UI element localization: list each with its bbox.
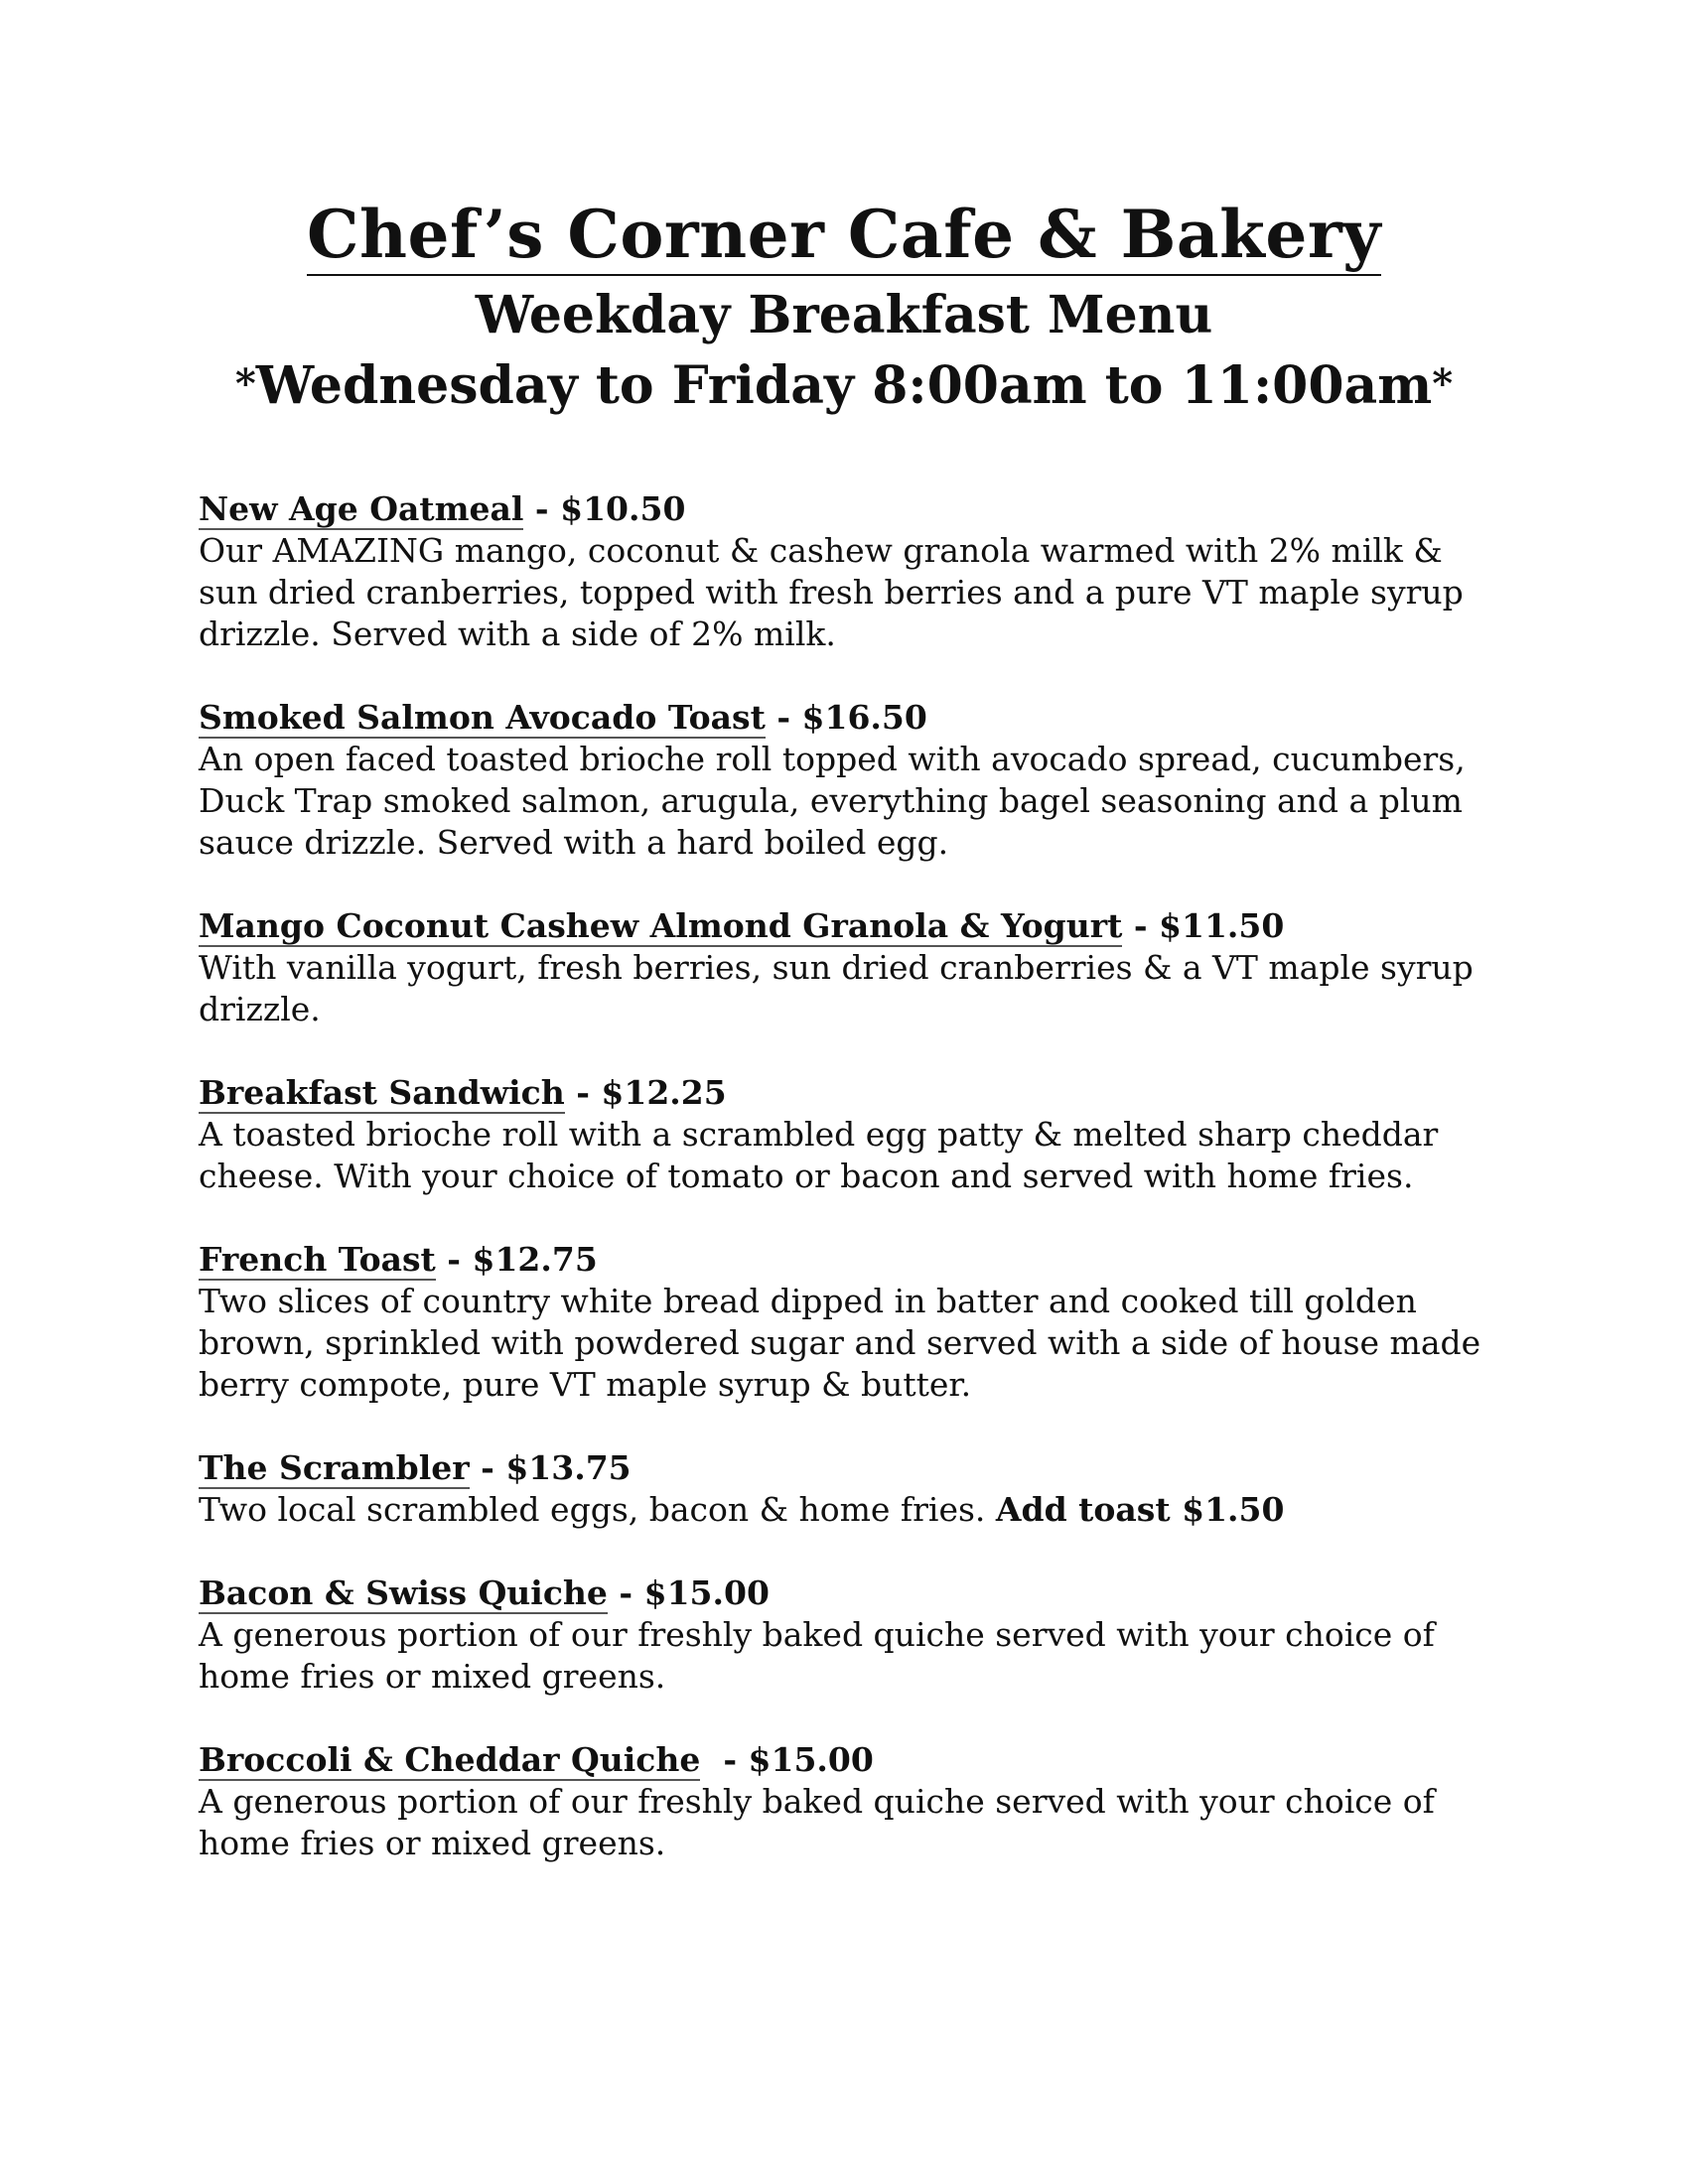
menu-item bbox=[199, 1239, 1509, 1406]
menu-item-name: Bacon & Swiss Quiche bbox=[199, 1573, 608, 1612]
menu-item-heading bbox=[199, 1072, 1509, 1114]
menu-item-heading bbox=[199, 1239, 1509, 1281]
menu-item-separator: - bbox=[765, 698, 802, 737]
menu-item-heading bbox=[199, 1739, 1509, 1781]
menu-item-separator: - bbox=[1122, 906, 1160, 945]
menu-hours bbox=[0, 351, 1688, 419]
menu-item-name: Breakfast Sandwich bbox=[199, 1073, 565, 1112]
menu-item-separator: - bbox=[700, 1740, 749, 1779]
hours-star-left: * bbox=[234, 360, 256, 407]
menu-item-description-text: Two local scrambled eggs, bacon & home fries. bbox=[199, 1490, 986, 1529]
menu-item-heading bbox=[199, 488, 1509, 530]
menu-item-description: A toasted brioche roll with a scrambled egg patty & melted sharp cheddar cheese. With your choice of tomato or bacon and served with home fries. bbox=[199, 1115, 1439, 1195]
menu-item-heading bbox=[199, 905, 1509, 947]
menu-item-name: French Toast bbox=[199, 1240, 436, 1279]
menu-item-description: With vanilla yogurt, fresh berries, sun dried cranberries & a VT maple syrup drizzle. bbox=[199, 948, 1474, 1028]
menu-item-description: A generous portion of our freshly baked quiche served with your choice of home fries or mixed greens. bbox=[199, 1782, 1435, 1862]
menu-item-price: $10.50 bbox=[560, 489, 686, 528]
menu-item-name: Mango Coconut Cashew Almond Granola & Yogurt bbox=[199, 906, 1123, 945]
menu-item bbox=[199, 697, 1509, 864]
menu-item-description: A generous portion of our freshly baked quiche served with your choice of home fries or mixed greens. bbox=[199, 1615, 1435, 1696]
menu-item-separator: - bbox=[564, 1073, 602, 1112]
menu-item-name: Smoked Salmon Avocado Toast bbox=[199, 698, 766, 737]
menu-item-separator: - bbox=[607, 1573, 644, 1612]
menu-item bbox=[199, 488, 1509, 655]
menu-subtitle: Weekday Breakfast Menu bbox=[475, 285, 1213, 345]
menu-item-name: The Scrambler bbox=[199, 1448, 470, 1487]
menu-item bbox=[199, 1072, 1509, 1197]
menu-item-price: $12.25 bbox=[601, 1073, 727, 1112]
menu-item-price: $11.50 bbox=[1159, 906, 1285, 945]
menu-item-description: Two slices of country white bread dipped in batter and cooked till golden brown, sprinkled with powdered sugar and served with a side of house made berry compote, pure VT maple syrup & butter. bbox=[199, 1282, 1481, 1404]
menu-item-price: $15.00 bbox=[748, 1740, 874, 1779]
menu-item-description: An open faced toasted brioche roll topped with avocado spread, cucumbers, Duck Trap smoked salmon, arugula, everything bagel seasoning and a plum sauce drizzle. Served with a hard boiled egg. bbox=[199, 740, 1466, 862]
menu-item-price: $13.75 bbox=[505, 1448, 632, 1487]
menu-item bbox=[199, 1739, 1509, 1864]
menu-item-name: Broccoli & Cheddar Quiche bbox=[199, 1740, 701, 1779]
menu-item-name: New Age Oatmeal bbox=[199, 489, 524, 528]
menu-item bbox=[199, 905, 1509, 1030]
menu-item bbox=[199, 1572, 1509, 1698]
hours-star-right: * bbox=[1432, 360, 1454, 407]
menu-item-description: Our AMAZING mango, coconut & cashew granola warmed with 2% milk & sun dried cranberries, topped with fresh berries and a pure VT maple syrup drizzle. Served with a side of 2% milk. bbox=[199, 531, 1464, 653]
menu-item-heading bbox=[199, 697, 1509, 739]
menu-item-separator: - bbox=[435, 1240, 473, 1279]
menu-item-heading bbox=[199, 1572, 1509, 1614]
menu-item-price: $15.00 bbox=[643, 1573, 770, 1612]
menu-item-price: $16.50 bbox=[801, 698, 927, 737]
menu-item-addon: Add toast $1.50 bbox=[995, 1490, 1285, 1529]
menu-item-price: $12.75 bbox=[472, 1240, 598, 1279]
cafe-title: Chef’s Corner Cafe & Bakery bbox=[307, 195, 1381, 276]
menu-header bbox=[0, 195, 1688, 419]
menu-item-separator: - bbox=[469, 1448, 506, 1487]
menu-item bbox=[199, 1447, 1509, 1531]
menu-list bbox=[199, 488, 1509, 1906]
hours-text: Wednesday to Friday 8:00am to 11:00am bbox=[255, 355, 1433, 416]
menu-item-separator: - bbox=[523, 489, 561, 528]
menu-item-description bbox=[199, 1489, 1509, 1531]
menu-item-heading bbox=[199, 1447, 1509, 1489]
